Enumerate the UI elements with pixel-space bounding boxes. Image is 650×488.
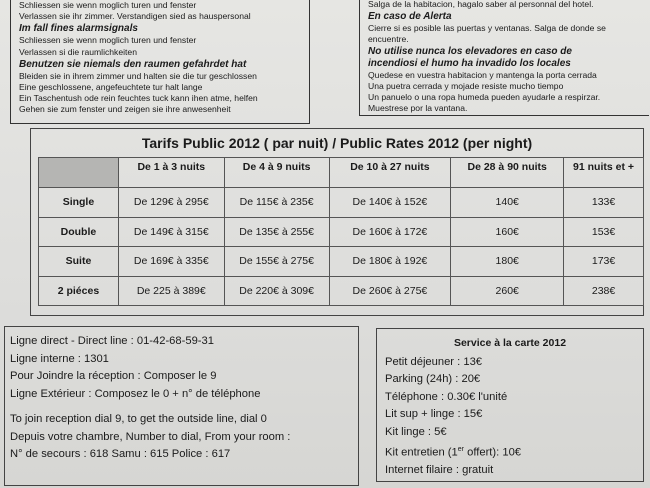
table-cell: De 140€ à 152€ (329, 188, 451, 218)
table-row (39, 247, 644, 277)
table-cell: 153€ (564, 217, 644, 247)
text-line: Schliessen sie wenn moglich turen und fenster (19, 0, 197, 10)
text-line: Quedese en vuestra habitacion y mantenga la porta cerrada (368, 69, 597, 80)
table-cell: 160€ (451, 217, 564, 247)
service-item: Petit déjeuner : 13€ (385, 355, 483, 368)
info-line: Pour Joindre la réception : Composer le 9 (10, 370, 217, 382)
table-cell: 180€ (451, 247, 564, 277)
table-cell: De 155€ à 275€ (224, 247, 329, 277)
info-line: Ligne direct - Direct line : 01-42-68-59-31 (10, 335, 214, 347)
text-line: Ein Taschentush ode rein feuchtes tuck kann ihen atme, helfen (19, 93, 258, 104)
info-line: Depuis votre chambre, Number to dial, From your room : (10, 430, 291, 443)
service-item-text: offert): 10€ (464, 446, 522, 459)
table-cell: De 115€ à 235€ (224, 188, 329, 218)
section-heading: incendiosi el humo ha invadido los locales (368, 57, 571, 69)
row-label: Double (39, 217, 119, 247)
row-label: Single (39, 188, 119, 218)
superscript: er (457, 446, 464, 453)
info-line: To join reception dial 9, to get the outside line, dial 0 (10, 413, 267, 425)
section-heading: Im fall fines alarmsignals (19, 23, 138, 35)
row-label: 2 piéces (39, 276, 119, 306)
text-line: Un panuelo o una ropa humeda pueden ayudarle a respirzar. (368, 92, 601, 103)
table-cell: 133€ (564, 188, 644, 218)
table-cell: De 225 à 389€ (118, 276, 224, 306)
text-line: Salga de la habitacion, hagalo saber al personnal del hotel. (368, 0, 594, 9)
emergency-instructions-spanish (359, 0, 649, 116)
row-label: Suite (39, 247, 119, 277)
table-cell: De 169€ à 335€ (118, 247, 224, 277)
info-line: Ligne interne : 1301 (10, 352, 109, 365)
column-header: De 1 à 3 nuits (118, 158, 224, 188)
table-header-row (39, 158, 644, 188)
section-heading: Benutzen sie niemals den raumen gefahrdet hat (19, 58, 247, 70)
service-item-text: Kit entretien (1 (385, 446, 458, 459)
table-cell: De 160€ à 172€ (329, 217, 451, 247)
service-title: Service à la carte 2012 (453, 337, 567, 349)
service-item: Lit sup + linge : 15€ (385, 408, 483, 420)
column-header: De 10 à 27 nuits (329, 158, 451, 188)
section-heading: No utilise nunca los elevadores en caso de (368, 45, 572, 57)
table-row (39, 276, 644, 306)
phone-info-box (4, 326, 359, 486)
table-cell: De 129€ à 295€ (118, 188, 224, 218)
service-item: Téléphone : 0.30€ l'unité (385, 390, 508, 403)
table-row (39, 188, 644, 218)
text-line: Gehen sie zum fenster und zeigen sie ihre anwesenheit (19, 104, 231, 115)
table-cell: De 180€ à 192€ (329, 247, 451, 277)
column-header: 91 nuits et + (564, 158, 644, 188)
table-corner-cell (39, 158, 119, 188)
text-line: Cierre si es posible las puertas y ventanas. Salga de donde se encuentre. (368, 23, 606, 45)
table-cell: 173€ (564, 247, 644, 277)
table-cell: De 220€ à 309€ (224, 276, 329, 306)
service-menu-box (376, 328, 644, 482)
table-cell: 238€ (564, 276, 644, 306)
table-cell: De 135€ à 255€ (224, 217, 329, 247)
info-line: Ligne Extérieur : Composez le 0 + n° de téléphone (10, 387, 261, 400)
column-header: De 4 à 9 nuits (224, 158, 329, 188)
table-cell: De 149€ à 315€ (118, 217, 224, 247)
table-row (39, 217, 644, 247)
spacer (10, 403, 353, 411)
text-line: Una puetra cerrada y mojade resiste mucho tiempo (368, 80, 564, 91)
table-cell: De 260€ à 275€ (329, 276, 451, 306)
table-cell: 140€ (451, 188, 564, 218)
text-line: Muestrese por la vantana. (368, 103, 468, 114)
text-line: Verlassen sie ihr zimmer. Verstandigen sied as hauspersonal (19, 11, 251, 22)
table-cell: 260€ (451, 276, 564, 306)
text-line: Schliessen sie wenn moglich turen und fenster (19, 35, 197, 46)
text-line: Bleiden sie in ihrem zimmer und halten sie die tur geschlossen (19, 70, 257, 81)
text-line: Eine geschlossene, angefeuchtete tur halt lange (19, 82, 203, 93)
service-item: Parking (24h) : 20€ (385, 373, 481, 385)
text-line: Verlassen si die raumlichkeiten (19, 46, 137, 57)
section-heading: En caso de Alerta (368, 11, 452, 23)
service-item: Internet filaire : gratuit (385, 464, 494, 477)
service-item: Kit linge : 5€ (385, 425, 447, 438)
rates-panel (30, 128, 644, 316)
column-header: De 28 à 90 nuits (451, 158, 564, 188)
rates-title: Tarifs Public 2012 ( par nuit) / Public Rates 2012 (per night) (141, 135, 533, 151)
service-item (385, 441, 635, 462)
rates-table (38, 157, 644, 306)
info-line: N° de secours : 618 Samu : 615 Police : 617 (10, 448, 231, 460)
emergency-instructions-german (10, 0, 310, 124)
